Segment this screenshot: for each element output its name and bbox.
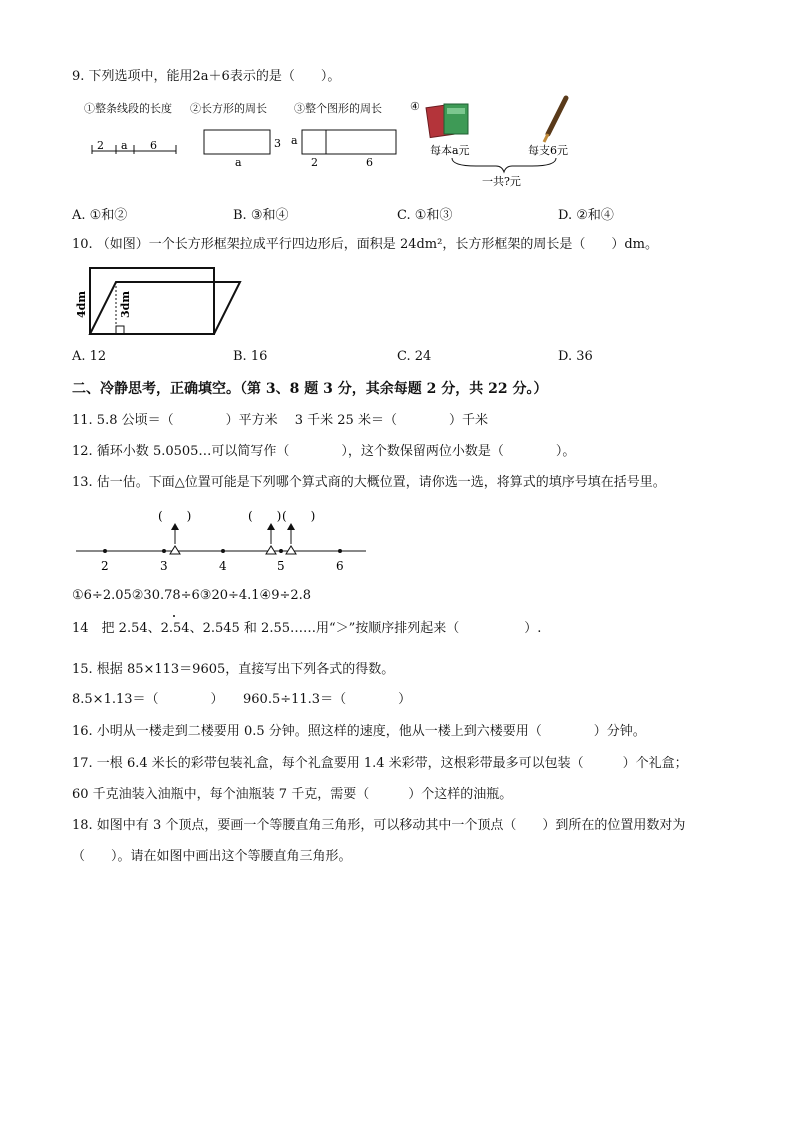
combo-label-a: a bbox=[291, 134, 298, 147]
q10-parallelogram-figure bbox=[72, 260, 252, 342]
q9-option-c[interactable]: C. ①和③ bbox=[397, 208, 453, 223]
q10-option-c[interactable]: C. 24 bbox=[397, 349, 432, 364]
tick-2: 2 bbox=[101, 559, 109, 573]
pen-icon bbox=[544, 98, 566, 142]
q9-books-pen-figure bbox=[420, 92, 580, 190]
q15-line: 8.5×1.13＝（ ） 960.5÷11.3＝（ ） bbox=[72, 692, 412, 707]
q9-item-2: ②长方形的周长 bbox=[190, 102, 267, 115]
paren-3: ( ) bbox=[282, 509, 316, 523]
seg-label-6: 6 bbox=[150, 139, 157, 152]
total-price-label: 一共?元 bbox=[482, 175, 521, 188]
q9-stem: 9. 下列选项中，能用2a＋6表示的是（ ）。 bbox=[72, 69, 341, 84]
triangle-mark-2 bbox=[266, 546, 276, 554]
combo-label-2: 2 bbox=[311, 156, 318, 168]
q10-stem: 10. （如图）一个长方形框架拉成平行四边形后，面积是 24dm²，长方形框架的周长是（ ）dm。 bbox=[72, 237, 658, 252]
seg-label-2: 2 bbox=[97, 139, 104, 152]
q9-item-4: ④ bbox=[410, 100, 420, 113]
q16-text: 16. 小明从一楼走到二楼要用 0.5 分钟。照这样的速度，他从一楼上到六楼要用（ ）分钟。 bbox=[72, 724, 646, 739]
q9-option-d[interactable]: D. ②和④ bbox=[558, 208, 614, 223]
q10-option-b[interactable]: B. 16 bbox=[233, 349, 268, 364]
book-price-label: 每本a元 bbox=[430, 144, 470, 157]
q18-line-2: （ ）。请在如图中画出这个等腰直角三角形。 bbox=[72, 849, 352, 864]
q14-post: 、2.545 和 2.55……用“＞”按顺序排列起来（ ）. bbox=[189, 621, 542, 636]
q14-text bbox=[72, 620, 541, 638]
q9-option-b[interactable]: B. ③和④ bbox=[233, 208, 289, 223]
combo-label-6: 6 bbox=[366, 156, 373, 168]
q15-stem: 15. 根据 85×113＝9605，直接写出下列各式的得数。 bbox=[72, 662, 395, 677]
height-label-3dm: 3dm bbox=[119, 291, 132, 318]
q13-formulas: ①6÷2.05②30.78÷6③20÷4.1④9÷2.8 bbox=[72, 588, 312, 603]
paren-2: ( ) bbox=[248, 509, 282, 523]
seg-label-a: a bbox=[121, 139, 128, 152]
q9-rectangle-figure bbox=[200, 128, 290, 168]
q9-combined-figure bbox=[288, 128, 408, 168]
q9-option-a[interactable]: A. ①和② bbox=[72, 208, 128, 223]
q14-pre: 14 把 2.54、2.5 bbox=[72, 621, 182, 636]
q13-stem: 13. 估一估。下面△位置可能是下列哪个算式商的大概位置，请你选一选，将算式的填序号填在括号里。 bbox=[72, 475, 666, 490]
q17-line-2: 60 千克油装入油瓶中，每个油瓶装 7 千克，需要（ ）个这样的油瓶。 bbox=[72, 787, 513, 802]
triangle-mark-1 bbox=[170, 546, 180, 554]
q9-item-3: ③整个图形的周长 bbox=[294, 102, 382, 115]
side-label-4dm: 4dm bbox=[75, 291, 88, 318]
q10-option-d[interactable]: D. 36 bbox=[558, 349, 593, 364]
pen-price-label: 每支6元 bbox=[528, 144, 568, 157]
triangle-mark-3 bbox=[286, 546, 296, 554]
tick-5: 5 bbox=[277, 559, 285, 573]
q17-line-1: 17. 一根 6.4 米长的彩带包装礼盒，每个礼盒要用 1.4 米彩带，这根彩带最多可以包装（ ）个礼盒； bbox=[72, 756, 688, 771]
q14-recurring-digit: 4 bbox=[181, 621, 190, 636]
paren-1: ( ) bbox=[158, 509, 192, 523]
q12-text: 12. 循环小数 5.0505…可以简写作（ ），这个数保留两位小数是（ ）。 bbox=[72, 444, 576, 459]
rect-label-3: 3 bbox=[274, 137, 281, 150]
section-2-heading: 二、冷静思考，正确填空。（第 3、8 题 3 分，其余每题 2 分，共 22 分。） bbox=[72, 381, 548, 397]
rect-label-a: a bbox=[235, 156, 242, 168]
tick-3: 3 bbox=[160, 559, 168, 573]
books-icon bbox=[426, 104, 468, 138]
q9-item-1: ①整条线段的长度 bbox=[84, 102, 172, 115]
q9-segment-figure bbox=[88, 136, 184, 160]
tick-6: 6 bbox=[336, 559, 344, 573]
tick-4: 4 bbox=[219, 559, 227, 573]
q10-option-a[interactable]: A. 12 bbox=[72, 349, 107, 364]
q13-number-line bbox=[72, 504, 372, 574]
q11-text: 11. 5.8 公顷＝（ ）平方米 3 千米 25 米＝（ ）千米 bbox=[72, 413, 488, 428]
recurring-dot bbox=[173, 615, 175, 617]
q18-line-1: 18. 如图中有 3 个顶点，要画一个等腰直角三角形，可以移动其中一个顶点（ ）到所在的位置用数对为 bbox=[72, 818, 686, 833]
